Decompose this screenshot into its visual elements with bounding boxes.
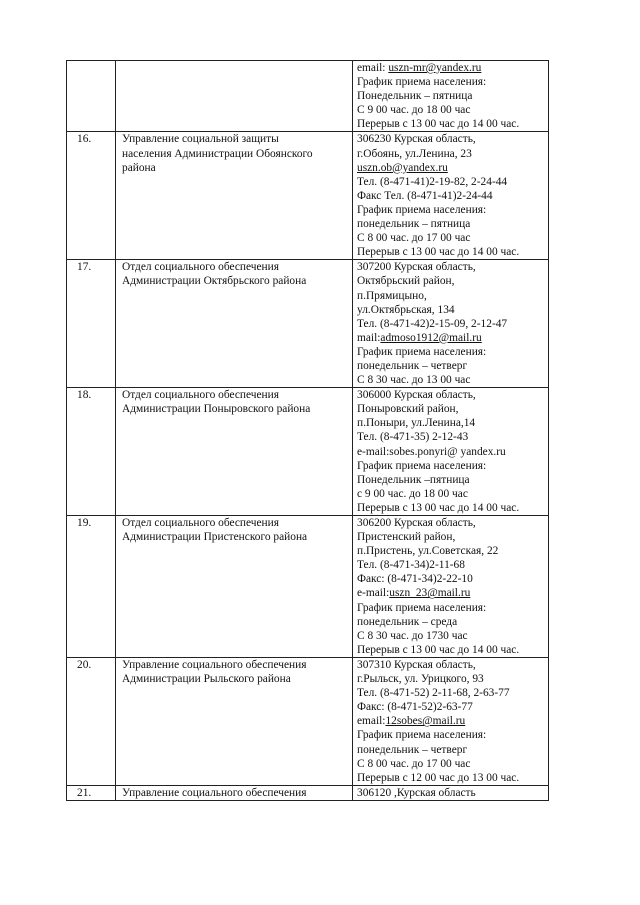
organization-name-line: Администрации Рыльского района xyxy=(122,673,291,686)
contact-line xyxy=(357,260,546,274)
contact-line xyxy=(357,743,546,757)
contact-line xyxy=(357,331,546,345)
contact-text: Факс: (8-471-52)2-63-77 xyxy=(357,701,473,714)
contact-text: Перерыв с 13 00 час до 14 00 час. xyxy=(357,643,520,656)
row-number: 20. xyxy=(77,658,92,671)
contact-line xyxy=(357,757,546,771)
contact-line xyxy=(357,373,546,387)
contact-line xyxy=(357,530,546,544)
contact-text: График приема населения: xyxy=(357,203,487,216)
contact-text: e-mail: xyxy=(357,587,390,600)
contact-line xyxy=(357,189,546,203)
contact-cell xyxy=(353,657,549,785)
contact-text: Перерыв с 12 00 час до 13 00 час. xyxy=(357,771,520,784)
contact-cell xyxy=(353,516,549,658)
organization-name-line: населения Администрации Обоянского xyxy=(122,147,313,160)
contact-text: понедельник – среда xyxy=(357,615,458,628)
table-row xyxy=(67,388,549,516)
email-link[interactable]: 12sobes@mail.ru xyxy=(385,715,466,728)
contact-text: Факс Тел. (8-471-41)2-24-44 xyxy=(357,189,493,202)
contact-line xyxy=(357,714,546,728)
organization-name-line: Управление социального обеспечения xyxy=(122,786,307,799)
contact-text: Тел. (8-471-35) 2-12-43 xyxy=(357,431,469,444)
contact-text: 306000 Курская область, xyxy=(357,389,476,402)
contact-text: п.Пристень, ул.Советская, 22 xyxy=(357,545,499,558)
contact-text: Понедельник – пятница xyxy=(357,90,473,103)
contact-line xyxy=(357,586,546,600)
contact-text: mail: xyxy=(357,331,381,344)
contact-line xyxy=(357,303,546,317)
contact-text: График приема населения: xyxy=(357,459,487,472)
contact-text: понедельник – пятница xyxy=(357,218,471,231)
contact-line xyxy=(357,203,546,217)
row-number: 16. xyxy=(77,133,92,146)
contact-text: Факс: (8-471-34)2-22-10 xyxy=(357,573,473,586)
contact-line xyxy=(357,686,546,700)
contact-text: С 8 30 час. до 1730 час xyxy=(357,629,468,642)
contact-line xyxy=(357,388,546,402)
table-row xyxy=(67,785,549,800)
contact-line xyxy=(357,445,546,459)
contact-line xyxy=(357,61,546,75)
contact-line xyxy=(357,245,546,259)
email-link[interactable]: uszn_23@mail.ru xyxy=(389,587,471,600)
contact-line xyxy=(357,572,546,586)
contact-cell xyxy=(353,61,549,132)
contact-text: 306200 Курская область, xyxy=(357,517,476,529)
contact-line xyxy=(357,643,546,657)
contact-text: Тел. (8-471-34)2-11-68 xyxy=(357,559,465,572)
contact-text: e-mail:sobes.ponyri@ yandex.ru xyxy=(357,445,506,458)
contact-text: Перерыв с 13 00 час до 14 00 час. xyxy=(357,118,520,131)
contact-text: п.Прямицыно, xyxy=(357,289,427,302)
contact-text: email: xyxy=(357,715,386,728)
organization-name-line: района xyxy=(122,161,156,174)
contact-line xyxy=(357,75,546,89)
organization-cell xyxy=(116,785,353,800)
organization-cell xyxy=(116,132,353,260)
contact-line xyxy=(357,217,546,231)
row-number-cell xyxy=(67,785,116,800)
contact-line xyxy=(357,771,546,785)
contact-line xyxy=(357,786,546,800)
contact-text: Пристенский район, xyxy=(357,531,456,544)
contact-line xyxy=(357,175,546,189)
contact-cell xyxy=(353,260,549,388)
contact-text: 306230 Курская область, xyxy=(357,133,476,146)
contact-line xyxy=(357,147,546,161)
contact-text: График приема населения: xyxy=(357,729,487,742)
row-number: 19. xyxy=(77,517,92,529)
contact-line xyxy=(357,487,546,501)
contact-cell xyxy=(353,785,549,800)
contact-line xyxy=(357,615,546,629)
contact-text: 306120 ,Курская область xyxy=(357,786,476,799)
row-number-cell xyxy=(67,516,116,658)
contact-text: понедельник – четверг xyxy=(357,359,468,372)
row-number: 21. xyxy=(77,786,92,799)
contact-text: С 8 00 час. до 17 00 час xyxy=(357,232,471,245)
organization-name-line: Администрации Пристенского района xyxy=(122,531,308,544)
row-number-cell xyxy=(67,388,116,516)
contact-text: email: xyxy=(357,62,389,74)
contact-text: Тел. (8-471-52) 2-11-68, 2-63-77 xyxy=(357,687,510,700)
organization-name-line: Администрации Октябрьского района xyxy=(122,275,307,288)
contact-text: Поныровский район, xyxy=(357,403,459,416)
contacts-table xyxy=(66,60,549,801)
contact-line xyxy=(357,672,546,686)
contact-cell xyxy=(353,132,549,260)
row-number-cell xyxy=(67,61,116,132)
contact-line xyxy=(357,629,546,643)
contact-text: 307310 Курская область, xyxy=(357,658,476,671)
contact-text: С 9 00 час. до 18 00 час xyxy=(357,104,471,117)
contact-line xyxy=(357,544,546,558)
contact-text: п.Поныри, ул.Ленина,14 xyxy=(357,417,476,430)
contact-line xyxy=(357,317,546,331)
organization-name-line: Отдел социального обеспечения xyxy=(122,389,279,402)
row-number: 18. xyxy=(77,389,92,402)
contact-line xyxy=(357,558,546,572)
email-link[interactable]: uszn-mr@yandex.ru xyxy=(388,62,482,74)
contact-text: 307200 Курская область, xyxy=(357,261,476,274)
email-link[interactable]: admoso1912@mail.ru xyxy=(380,331,482,344)
contact-line xyxy=(357,516,546,530)
contact-text: График приема населения: xyxy=(357,345,487,358)
row-number-cell xyxy=(67,132,116,260)
contact-line xyxy=(357,416,546,430)
table-row xyxy=(67,260,549,388)
contact-text: Тел. (8-471-41)2-19-82, 2-24-44 xyxy=(357,175,508,188)
table-row xyxy=(67,657,549,785)
contact-line xyxy=(357,728,546,742)
organization-cell xyxy=(116,260,353,388)
contact-line xyxy=(357,658,546,672)
contact-line xyxy=(357,117,546,131)
contacts-table-body xyxy=(67,61,549,801)
organization-name-line: Управление социальной защиты xyxy=(122,133,279,146)
contact-text: г.Обоянь, ул.Ленина, 23 xyxy=(357,147,472,160)
contact-text: Перерыв с 13 00 час до 14 00 час. xyxy=(357,246,520,259)
contact-text: Перерыв с 13 00 час до 14 00 час. xyxy=(357,501,520,514)
contact-line xyxy=(357,103,546,117)
organization-name-line: Отдел социального обеспечения xyxy=(122,261,279,274)
contact-text: понедельник – четверг xyxy=(357,743,468,756)
contact-text: Октябрьский район, xyxy=(357,275,455,288)
contact-line xyxy=(357,501,546,515)
contact-line xyxy=(357,89,546,103)
contact-line xyxy=(357,132,546,146)
organization-name-line: Отдел социального обеспечения xyxy=(122,517,279,529)
contact-line xyxy=(357,402,546,416)
organization-cell xyxy=(116,516,353,658)
contact-text: с 9 00 час. до 18 00 час xyxy=(357,487,468,500)
email-link[interactable]: uszn.ob@yandex.ru xyxy=(357,161,448,174)
contact-text: График приема населения: xyxy=(357,76,487,89)
row-number: 17. xyxy=(77,261,92,274)
contact-line xyxy=(357,359,546,373)
contact-line xyxy=(357,700,546,714)
organization-cell xyxy=(116,61,353,132)
contact-text: Тел. (8-471-42)2-15-09, 2-12-47 xyxy=(357,317,508,330)
contact-text: г.Рыльск, ул. Урицкого, 93 xyxy=(357,673,484,686)
contact-text: График приема населения: xyxy=(357,601,487,614)
contact-text: ул.Октябрьская, 134 xyxy=(357,303,455,316)
contact-line xyxy=(357,430,546,444)
organization-cell xyxy=(116,657,353,785)
contact-text: С 8 30 час. до 13 00 час xyxy=(357,374,471,387)
organization-cell xyxy=(116,388,353,516)
contact-line xyxy=(357,345,546,359)
table-row xyxy=(67,516,549,658)
organization-name-line: Администрации Поныровского района xyxy=(122,403,311,416)
contact-line xyxy=(357,274,546,288)
contact-line xyxy=(357,601,546,615)
table-row xyxy=(67,132,549,260)
organization-name-line: Управление социального обеспечения xyxy=(122,658,307,671)
contact-text: Понедельник –пятница xyxy=(357,473,470,486)
contact-line xyxy=(357,289,546,303)
contact-line xyxy=(357,473,546,487)
row-number-cell xyxy=(67,260,116,388)
row-number-cell xyxy=(67,657,116,785)
contact-line xyxy=(357,161,546,175)
contact-line xyxy=(357,231,546,245)
contact-text: С 8 00 час. до 17 00 час xyxy=(357,757,471,770)
contact-line xyxy=(357,459,546,473)
table-row xyxy=(67,61,549,132)
contact-cell xyxy=(353,388,549,516)
